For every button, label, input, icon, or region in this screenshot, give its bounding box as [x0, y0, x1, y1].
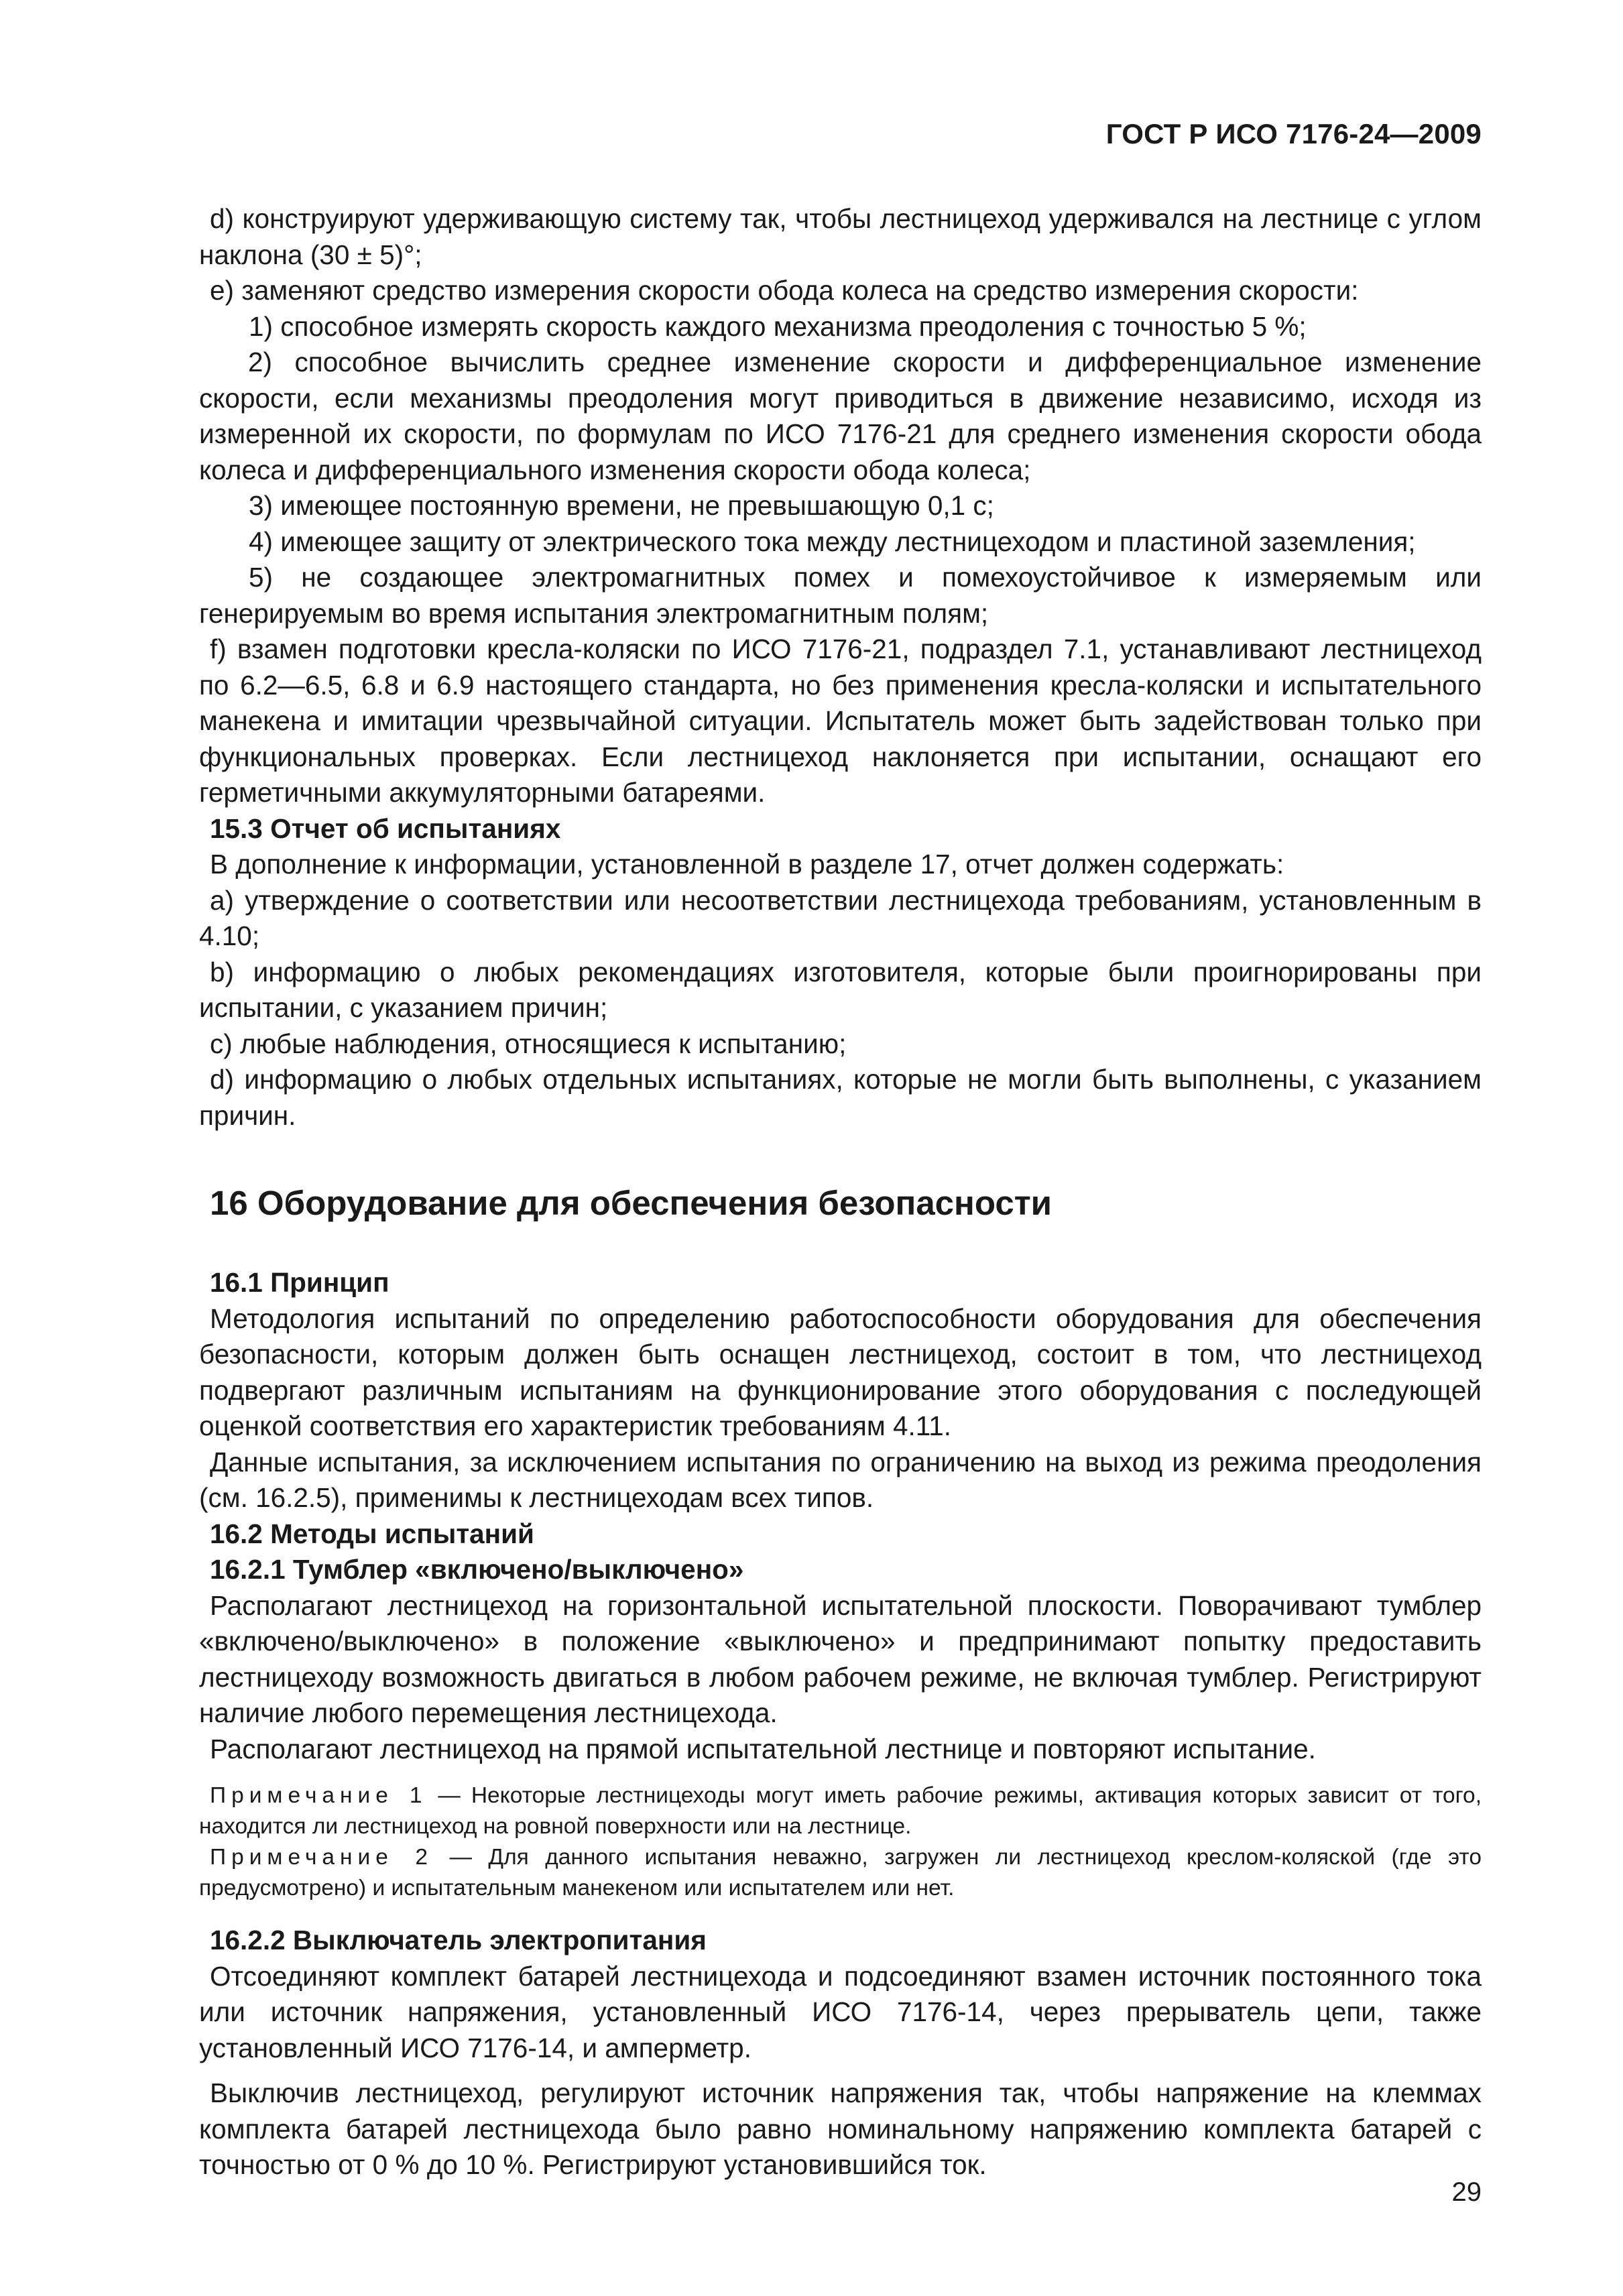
subsection-heading-16-2-2: 16.2.2 Выключатель электропитания: [210, 1925, 707, 1955]
subsection-heading-16-1: 16.1 Принцип: [210, 1267, 389, 1298]
section-heading-16: 16 Оборудование для обеспечения безопасности: [210, 1184, 1053, 1222]
document-body: [199, 201, 1482, 2183]
note-2: [199, 1842, 1482, 1904]
paragraph: Располагают лестницеход на горизонтальной испытательной плоскости. Поворачивают тумблер «включено/выключено» в положение «выключено» и предпринимают попытку предоставить лестницеходу возможность двигаться в любом рабочем режиме, не включая тумблер. Регистрируют наличие любого перемещения лестницехода.: [199, 1589, 1482, 1728]
paragraph: Методология испытаний по определению работоспособности оборудования для обеспечения безопасности, которым должен быть оснащен лестницеход, состоит в том, что лестницеход подвергают различным испытаниям на функционирование этого оборудования с последующей оценкой соответствия его характеристик требованиям 4.11.: [199, 1303, 1482, 1441]
paragraph: c) любые наблюдения, относящиеся к испытанию;: [210, 1028, 847, 1059]
paragraph: f) взамен подготовки кресла-коляски по ИСО 7176-21, подраздел 7.1, устанавливают лестницеход по 6.2—6.5, 6.8 и 6.9 настоящего стандарта, но без применения кресла-коляски и испытательного манекена и имитации чрезвычайной ситуации. Испытатель может быть задействован только при функциональных проверках. Если лестницеход наклоняется при испытании, оснащают его герметичными аккумуляторными батареями.: [199, 633, 1482, 808]
paragraph: 2) способное вычислить среднее изменение скорости и дифференциальное изменение скорости, если механизмы преодоления могут приводиться в движение независимо, исходя из измеренной их скорости, по формулам по ИСО 7176-21 для среднего изменения скорости обода колеса и дифференциального изменения скорости обода колеса;: [199, 347, 1482, 485]
paragraph: 1) способное измерять скорость каждого механизма преодоления с точностью 5 %;: [249, 310, 1307, 342]
note-1-label: Примечание 1: [210, 1783, 428, 1808]
note-2-text: — Для данного испытания неважно, загружен ли лестницеход креслом-коляской (где это предусмотрено) и испытательным манекеном или испытателем или нет.: [199, 1845, 1482, 1900]
paragraph: 5) не создающее электромагнитных помех и помехоустойчивое к измеряемым или генерируемым во время испытания электромагнитным полям;: [199, 562, 1482, 629]
note-2-label: Примечание 2: [210, 1845, 433, 1870]
page-number: 29: [1451, 2177, 1482, 2207]
paragraph: a) утверждение о соответствии или несоответствии лестницехода требованиям, установленным в 4.10;: [199, 884, 1482, 951]
paragraph: Выключив лестницеход, регулируют источник напряжения так, чтобы напряжение на клеммах комплекта батарей лестницехода было равно номинальному напряжению комплекта батарей с точностью от 0 % до 10 %. Регистрируют установившийся ток.: [199, 2077, 1482, 2180]
paragraph: Располагают лестницеход на прямой испытательной лестнице и повторяют испытание.: [210, 1733, 1316, 1764]
paragraph: d) информацию о любых отдельных испытаниях, которые не могли быть выполнены, с указанием причин.: [199, 1064, 1482, 1131]
subsection-heading-16-2: 16.2 Методы испытаний: [210, 1518, 534, 1549]
paragraph: b) информацию о любых рекомендациях изготовителя, которые были проигнорированы при испытании, с указанием причин;: [199, 956, 1482, 1023]
paragraph: Данные испытания, за исключением испытания по ограничению на выход из режима преодоления (см. 16.2.5), применимы к лестницеходам всех типов.: [199, 1446, 1482, 1513]
paragraph: В дополнение к информации, установленной в разделе 17, отчет должен содержать:: [210, 849, 1284, 880]
document-header-id: ГОСТ Р ИСО 7176-24—2009: [1105, 118, 1482, 149]
subsection-heading-15-3: 15.3 Отчет об испытаниях: [210, 812, 561, 844]
note-1-text: — Некоторые лестницеходы могут иметь рабочие режимы, активация которых зависит от того, находится ли лестницеход на ровной поверхности или на лестнице.: [199, 1783, 1482, 1839]
subsection-heading-16-2-1: 16.2.1 Тумблер «включено/выключено»: [210, 1554, 744, 1585]
paragraph: 3) имеющее постоянную времени, не превышающую 0,1 с;: [249, 490, 994, 521]
paragraph: Отсоединяют комплект батарей лестницехода и подсоединяют взамен источник постоянного тока или источник напряжения, установленный ИСО 7176-14, через прерыватель цепи, также установленный ИСО 7176-14, и амперметр.: [199, 1960, 1482, 2063]
paragraph: d) конструируют удерживающую систему так, чтобы лестницеход удерживался на лестнице с углом наклона (30 ± 5)°;: [199, 203, 1482, 270]
note-1: [199, 1780, 1482, 1842]
paragraph: e) заменяют средство измерения скорости обода колеса на средство измерения скорости:: [210, 275, 1359, 306]
paragraph: 4) имеющее защиту от электрического тока между лестницеходом и пластиной заземления;: [249, 526, 1416, 557]
